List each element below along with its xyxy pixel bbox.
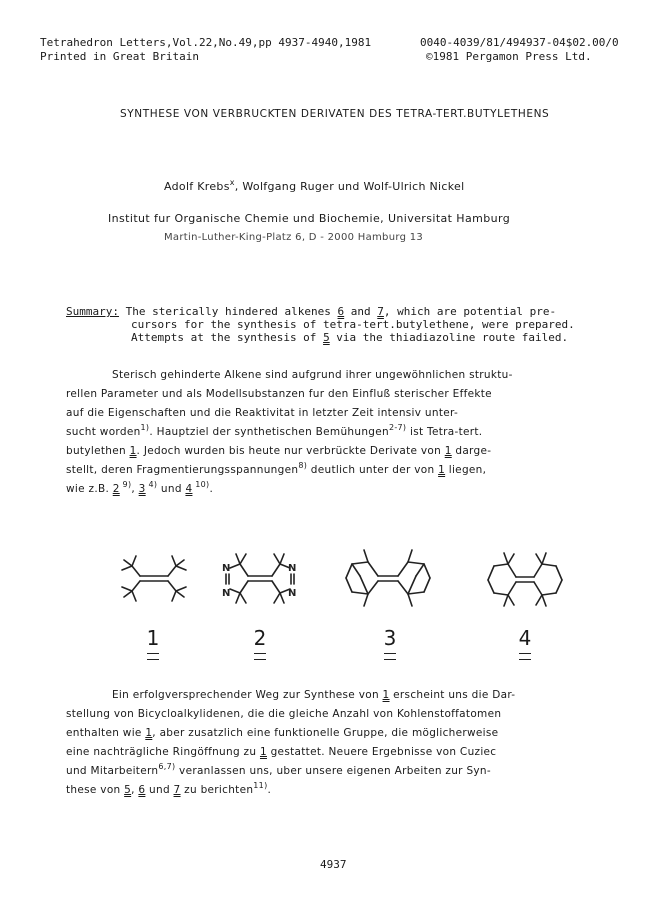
compound-number-text: 3 bbox=[383, 626, 397, 650]
text-run: darge- bbox=[451, 445, 492, 457]
text-line bbox=[66, 762, 515, 781]
summary-line-2: cursors for the synthesis of tetra-tert.butylethene, were prepared. bbox=[131, 318, 575, 331]
text-line: auf die Eigenschaften und die Reaktivitat in letzter Zeit intensiv unter- bbox=[66, 407, 459, 419]
compound-number-1 bbox=[138, 626, 168, 650]
text-run: enthalten wie bbox=[66, 727, 146, 739]
issn-code: 0040-4039/81/494937-04$02.00/0 bbox=[420, 36, 619, 49]
text-line bbox=[66, 423, 513, 442]
summary-text: , which are potential pre- bbox=[383, 305, 557, 318]
compound-ref: 3 bbox=[138, 483, 146, 495]
summary-text: Attempts at the synthesis of bbox=[131, 331, 324, 344]
text-run: ist Tetra-tert. bbox=[406, 426, 483, 438]
double-underline bbox=[147, 653, 159, 660]
text-run: liegen, bbox=[445, 464, 487, 476]
text-run: und Mitarbeitern bbox=[66, 765, 159, 777]
text-line bbox=[66, 743, 515, 762]
institute: Institut fur Organische Chemie und Biochemie, Universitat Hamburg bbox=[108, 212, 511, 225]
double-underline bbox=[254, 653, 266, 660]
summary-line-1 bbox=[66, 305, 556, 318]
text-run: zu berichten bbox=[180, 784, 254, 796]
text-line: rellen Parameter und als Modellsubstanzen fur den Einfluß sterischer Effekte bbox=[66, 388, 492, 400]
paragraph-1 bbox=[66, 366, 513, 499]
compound-ref: 7 bbox=[377, 305, 384, 318]
text-run: , aber zusatzlich eine funktionelle Gruppe, die möglicherweise bbox=[152, 727, 499, 739]
author-1-mark: x bbox=[229, 178, 235, 187]
reference-mark: 9) bbox=[119, 480, 132, 489]
nitrogen-label: N bbox=[288, 563, 297, 574]
text-run: . Hauptziel der synthetischen Bemühungen bbox=[149, 426, 389, 438]
text-line bbox=[66, 724, 515, 743]
text-run: , bbox=[131, 483, 139, 495]
author-1: Adolf Krebs bbox=[164, 180, 230, 193]
reference-mark: 4) bbox=[145, 480, 158, 489]
compound-ref: 1 bbox=[438, 464, 446, 476]
text-line bbox=[66, 442, 513, 461]
compound-ref: 5 bbox=[124, 784, 132, 796]
text-run: deutlich unter der von bbox=[307, 464, 439, 476]
author-list bbox=[164, 180, 464, 193]
text-run: , bbox=[131, 784, 139, 796]
summary-line-3 bbox=[131, 331, 568, 344]
copyright: ©1981 Pergamon Press Ltd. bbox=[426, 50, 592, 63]
text-run: wie z.B. bbox=[66, 483, 113, 495]
compound-number-text: 2 bbox=[253, 626, 267, 650]
text-run: Ein erfolgversprechender Weg zur Synthese von bbox=[112, 689, 383, 701]
summary-text: via the thiadiazoline route failed. bbox=[329, 331, 569, 344]
text-run: und bbox=[157, 483, 186, 495]
text-run: . bbox=[209, 483, 214, 495]
structure-compound-2 bbox=[216, 546, 304, 610]
text-run: eine nachträgliche Ringöffnung zu bbox=[66, 746, 260, 758]
text-run: und bbox=[145, 784, 174, 796]
double-underline bbox=[384, 653, 396, 660]
compound-number-text: 1 bbox=[146, 626, 160, 650]
compound-ref: 1 bbox=[129, 445, 137, 457]
reference-mark: 8) bbox=[298, 461, 308, 470]
page-number: 4937 bbox=[320, 858, 347, 871]
text-run: stellt, deren Fragmentierungsspannungen bbox=[66, 464, 299, 476]
compound-ref: 1 bbox=[259, 746, 267, 758]
address: Martin-Luther-King-Platz 6, D - 2000 Hamburg 13 bbox=[164, 232, 424, 243]
summary-text: and bbox=[344, 305, 378, 318]
compound-ref: 6 bbox=[138, 784, 146, 796]
summary-label: Summary: bbox=[66, 305, 119, 318]
structure-compound-3 bbox=[338, 544, 438, 612]
text-line bbox=[66, 781, 515, 800]
text-line bbox=[66, 461, 513, 480]
reference-mark: 6,7) bbox=[158, 762, 176, 771]
text-line bbox=[66, 686, 515, 705]
structure-compound-1 bbox=[118, 548, 190, 608]
compound-ref: 7 bbox=[173, 784, 181, 796]
author-others: , Wolfgang Ruger und Wolf-Ulrich Nickel bbox=[234, 180, 465, 193]
compound-ref: 1 bbox=[145, 727, 153, 739]
text-line: stellung von Bicycloalkylidenen, die die gleiche Anzahl von Kohlenstoffatomen bbox=[66, 708, 502, 720]
text-run: these von bbox=[66, 784, 125, 796]
nitrogen-label: N bbox=[288, 588, 297, 599]
text-run: butylethen bbox=[66, 445, 130, 457]
reference-mark: 2-7) bbox=[388, 423, 407, 432]
text-run: veranlassen uns, uber unsere eigenen Arbeiten zur Syn- bbox=[175, 765, 491, 777]
text-run: . Jedoch wurden bis heute nur verbrückte Derivate von bbox=[136, 445, 445, 457]
double-underline bbox=[519, 653, 531, 660]
compound-ref: 2 bbox=[112, 483, 120, 495]
compound-number-3 bbox=[375, 626, 405, 650]
compound-number-4 bbox=[510, 626, 540, 650]
compound-ref: 1 bbox=[444, 445, 452, 457]
nitrogen-label: N bbox=[222, 563, 231, 574]
nitrogen-label: N bbox=[222, 588, 231, 599]
compound-ref: 6 bbox=[337, 305, 345, 318]
text-run: erscheint uns die Dar- bbox=[389, 689, 516, 701]
reference-mark: 1) bbox=[140, 423, 150, 432]
summary-text: The sterically hindered alkenes bbox=[125, 305, 338, 318]
compound-ref: 4 bbox=[185, 483, 193, 495]
compound-ref: 1 bbox=[382, 689, 390, 701]
structure-compound-4 bbox=[482, 548, 568, 610]
text-run: gestattet. Neuere Ergebnisse von Cuziec bbox=[266, 746, 497, 758]
text-run: . bbox=[267, 784, 272, 796]
reference-mark: 10) bbox=[192, 480, 210, 489]
printed-in: Printed in Great Britain bbox=[40, 50, 199, 63]
text-line bbox=[66, 480, 513, 499]
compound-number-2 bbox=[245, 626, 275, 650]
text-line: Sterisch gehinderte Alkene sind aufgrund ihrer ungewöhnlichen struktu- bbox=[112, 369, 513, 381]
compound-ref: 5 bbox=[323, 331, 330, 344]
compound-number-text: 4 bbox=[518, 626, 532, 650]
journal-citation: Tetrahedron Letters,Vol.22,No.49,pp 4937-4940,1981 bbox=[40, 36, 372, 49]
article-title: SYNTHESE VON VERBRUCKTEN DERIVATEN DES TETRA-TERT.BUTYLETHENS bbox=[120, 108, 550, 120]
paragraph-2 bbox=[66, 686, 515, 800]
reference-mark: 11) bbox=[253, 781, 268, 790]
text-run: sucht worden bbox=[66, 426, 141, 438]
